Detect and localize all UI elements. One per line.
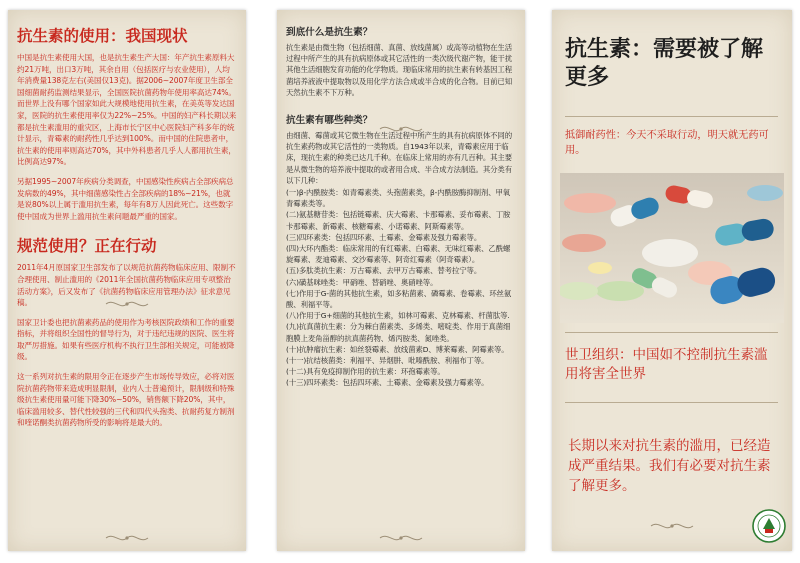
cover-title: 抗生素：需要被了解更多	[565, 37, 764, 90]
paragraph-regulation-2: 国家卫计委也把抗菌素药品的使用作为考核医院政绩和工作的重要指标，并将组织全国性的督导行为，对于违纪违规的医院、医生将取严厉措施。如果有些医疗机构不执行卫生部相关规定，可能被降级。	[17, 317, 235, 362]
list-item: (八)作用于G+细菌的其他抗生素，如林可霉素、克林霉素、杆菌肽等.	[286, 311, 510, 321]
paragraph-regulation-3: 这一系列对抗生素的限用令正在逐步产生市场传导效应，必将对医院抗菌药物带来造成明显限制，业内人士普遍预计，限制级和特殊级抗生素使用量可能下降30%~50%，销售额下降20%，其中，临床滥用较多、替代性较强的三代和四代头孢类、抗耐药复方制剂和喹诺酮类抗菌药物所受的影响将是最大的。	[17, 372, 235, 428]
paragraph-types-intro: 由细菌、霉菌或其它微生物在生活过程中所产生的具有抗病原体不同的抗生素药物或其它活性的一类物质。自1943年以来，青霉素应用于临床，现抗生素的种类已达几千种。在临床上常用的亦有几百种。其主要是从微生物的培养液中提取的或者用合成、半合成方法制造。其分类有以下几种：	[286, 131, 513, 185]
heading-types: 抗生素有哪些种类？	[286, 115, 373, 127]
quote-who: 世卫组织：中国如不控制抗生素滥用将害全世界	[565, 347, 768, 382]
list-item: (四)大环内酯类：临床常用的有红霉素、白霉素、无味红霉素、乙酰螺旋霉素、麦迪霉素、交沙霉素等、阿奇红霉素（阿奇霉素）。	[286, 244, 511, 265]
institution-seal-logo	[752, 509, 786, 543]
divider	[565, 402, 778, 403]
panel-usage-status	[8, 10, 246, 551]
list-item: (三)四环素类：包括四环素、土霉素、金霉素及强力霉素等。	[286, 232, 482, 242]
list-item: (十一)抗结核菌类：利福平、异烟肼、吡嗪酰胺、利福布丁等。	[286, 356, 489, 366]
panel-what-is-antibiotic	[277, 10, 525, 551]
flourish-ornament	[104, 532, 150, 544]
list-item: (九)抗真菌抗生素：分为棘白菌素类、多烯类、嘧啶类、作用于真菌细胞膜上麦角甾醇的抗真菌药物、烯丙胺类、氮唑类。	[286, 322, 511, 343]
heading-usage-china: 抗生素的使用：我国现状	[17, 27, 188, 45]
panel-cover	[552, 10, 792, 551]
flourish-ornament	[378, 532, 424, 544]
quote-call-to-action: 长期以来对抗生素的滥用，已经造成严重结果。我们有必要对抗生素了解更多。	[568, 438, 771, 494]
flourish-ornament	[378, 123, 424, 135]
list-item: (六)磺基咪唑类：甲硝唑、替硝唑、奥硝唑等。	[286, 277, 438, 287]
heading-regulation: 规范使用？正在行动	[17, 237, 157, 256]
list-item: (十二)具有免疫抑制作用的抗生素：环孢霉素等。	[286, 367, 445, 377]
list-item: (七)作用于G-菌的其他抗生素，如多粘菌素、磷霉素、卷霉素、环丝氨酸、利福平等。	[286, 288, 512, 310]
paragraph-usage-2: 另据1995~2007年疾病分类调查，中国感染性疾病占全部疾病总发病数的49%，其中细菌感染性占全部疾病的18%~21%，也就是说80%以上属于滥用抗生素，每年有8万人因此死亡。这些数字使中国成为世界上滥用抗生素问题最严重的国家。	[17, 176, 234, 221]
divider	[565, 332, 778, 333]
flourish-ornament	[649, 520, 695, 532]
list-item: (一)β-内酰胺类：如青霉素类、头孢菌素类，β-内酰胺酶抑制剂、甲氧青霉素类等。	[286, 188, 511, 209]
list-item: (十三)四环素类：包括四环素、土霉素、金霉素及强力霉素等。	[286, 378, 489, 388]
list-item: (十)抗肿瘤抗生素：如丝裂霉素、放线菌素D、博莱霉素、阿霉素等。	[286, 344, 509, 354]
paragraph-usage-1: 中国是抗生素使用大国，也是抗生素生产大国：年产抗生素原料大约21万吨，出口3万吨，其余自用（包括医疗与农业使用），人均年消费量138克左右(美国仅13克)。据2006~2007年度卫生部全国细菌耐药监测结果显示，全国医院抗菌药物年使用率高达74%。而世界上没有哪个国家如此大规模地使用抗生素，在美英等发达国家，医院的抗生素使用率仅为22%~25%。中国的妇产科长期以来都是抗生素滥用的重灾区，上海市长宁区中心医院妇产科多年的统计显示，青霉素的耐药性几乎达到100%。而中国的住院患者中，抗生素的使用率则高达70%，其中外科患者几乎人人都用抗生素，比例高达97%。	[17, 53, 237, 167]
divider	[565, 116, 778, 117]
paragraph-regulation-1: 2011年4月原国家卫生部发布了以规范抗菌药物临床应用、限制不合理使用、制止滥用的《2011年全国抗菌药物临床应用专项整治活动方案》，后又发布了《抗菌药物临床应用管理办法》征求意见稿。	[17, 263, 236, 308]
heading-what-is: 到底什么是抗生素？	[286, 27, 373, 38]
pills-photo	[560, 173, 784, 323]
antibiotic-type-list	[286, 187, 516, 389]
flourish-ornament	[104, 298, 150, 310]
list-item: (二)氨基糖苷类：包括链霉素、庆大霉素、卡那霉素、妥布霉素、丁胺卡那霉素、新霉素、核糖霉素、小诺霉素、阿斯霉素等。	[286, 210, 511, 231]
paragraph-definition: 抗生素是由微生物（包括细菌、真菌、放线菌属）或高等动植物在生活过程中所产生的具有抗病原体或其它活性的一类次级代谢产物，能干扰其他生活细胞发育功能的化学物质。现临床常用的抗生素有转基因工程菌培养液液中提取物以及用化学方法合成或半合成的化合物。目前已知天然抗生素不下万种。	[286, 43, 513, 97]
quote-resistance: 抵御耐药性：今天不采取行动，明天就无药可用。	[565, 130, 769, 156]
list-item: (五)多肽类抗生素：万古霉素、去甲万古霉素、替考拉宁等。	[286, 266, 482, 276]
